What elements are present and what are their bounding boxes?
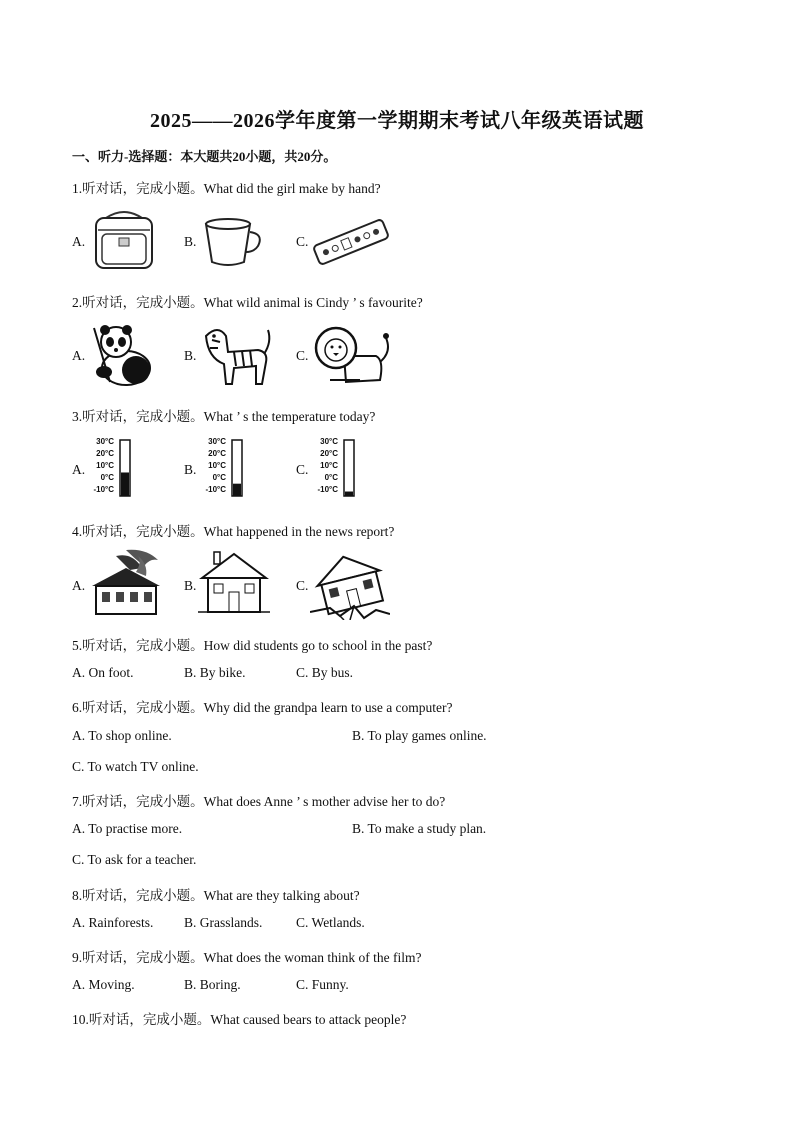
option-letter: A. xyxy=(72,348,86,363)
page-title: 2025——2026学年度第一学期期末考试八年级英语试题 xyxy=(150,110,644,132)
option-b[interactable] xyxy=(184,977,241,993)
question-10 xyxy=(72,1008,406,1028)
option-letter: C. xyxy=(296,348,309,363)
thermometer-fill xyxy=(345,492,353,496)
thermometer-icon xyxy=(86,432,148,502)
thermometer-icon xyxy=(310,432,372,502)
question-prompt: 听对话，完成小题。 xyxy=(82,181,204,196)
option-a[interactable] xyxy=(72,977,135,993)
question-1-options xyxy=(72,208,402,278)
question-prompt: 听对话，完成小题。 xyxy=(82,700,204,715)
remote-control-icon xyxy=(310,208,392,272)
option-c[interactable] xyxy=(72,759,199,775)
option-text: Funny. xyxy=(311,977,349,992)
scale-label: 0°C xyxy=(100,473,114,482)
option-text: To ask for a teacher. xyxy=(87,852,197,867)
question-number: 7. xyxy=(72,794,83,809)
option-letter: B. xyxy=(184,977,197,992)
scale-label: -10°C xyxy=(317,485,338,494)
option-letter: A. xyxy=(72,977,86,992)
scale-label: -10°C xyxy=(205,485,226,494)
option-b[interactable] xyxy=(352,821,486,837)
question-4 xyxy=(72,520,394,540)
option-c[interactable] xyxy=(72,852,196,868)
question-prompt: 听对话，完成小题。 xyxy=(82,794,204,809)
thermometer-fill xyxy=(233,484,241,496)
question-text: What ’ s the temperature today? xyxy=(203,409,376,424)
option-letter: C. xyxy=(296,915,309,930)
burning-house-icon xyxy=(86,548,164,618)
option-text: Moving. xyxy=(88,977,135,992)
question-prompt: 听对话，完成小题。 xyxy=(82,409,204,424)
scale-label: 20°C xyxy=(320,449,338,458)
scale-label: -10°C xyxy=(93,485,114,494)
thermometer-tube xyxy=(344,440,354,496)
option-letter: B. xyxy=(184,348,197,363)
option-letter: B. xyxy=(184,578,197,593)
question-2-options xyxy=(72,322,412,392)
option-letter: A. xyxy=(72,728,86,743)
option-letter: B. xyxy=(184,462,197,477)
option-letter: A. xyxy=(72,665,86,680)
earthquake-house-icon xyxy=(310,548,390,620)
option-b[interactable] xyxy=(184,665,246,681)
scale-label: 10°C xyxy=(320,461,338,470)
section-heading: 一、听力-选择题：本大题共20小题，共20分。 xyxy=(72,149,337,164)
option-letter: C. xyxy=(296,234,309,249)
option-text: To play games online. xyxy=(367,728,487,743)
question-4-options xyxy=(72,548,392,618)
option-text: To watch TV online. xyxy=(87,759,199,774)
question-number: 1. xyxy=(72,181,83,196)
option-text: Rainforests. xyxy=(88,915,154,930)
thermometer-fill xyxy=(121,472,129,496)
option-c[interactable] xyxy=(296,915,365,931)
question-6 xyxy=(72,696,453,716)
cup-icon xyxy=(198,208,268,272)
option-c[interactable] xyxy=(296,977,349,993)
option-letter: C. xyxy=(296,578,309,593)
panda-icon xyxy=(86,322,158,388)
option-text: On foot. xyxy=(88,665,134,680)
option-text: Boring. xyxy=(199,977,241,992)
scale-label: 0°C xyxy=(324,473,338,482)
question-text: How did students go to school in the past? xyxy=(203,638,433,653)
option-letter: C. xyxy=(296,977,309,992)
option-letter: A. xyxy=(72,821,86,836)
option-text: Wetlands. xyxy=(311,915,365,930)
question-number: 9. xyxy=(72,950,83,965)
option-letter: A. xyxy=(72,915,86,930)
option-a[interactable] xyxy=(72,728,172,744)
option-text: To shop online. xyxy=(88,728,172,743)
question-number: 8. xyxy=(72,888,83,903)
question-text: Why did the grandpa learn to use a computer? xyxy=(203,700,453,715)
option-letter: A. xyxy=(72,462,86,477)
option-text: By bike. xyxy=(199,665,246,680)
question-3-options xyxy=(72,432,372,502)
question-text: What did the girl make by hand? xyxy=(203,181,381,196)
tiger-icon xyxy=(198,322,274,388)
scale-label: 20°C xyxy=(208,449,226,458)
question-number: 5. xyxy=(72,638,83,653)
option-a[interactable] xyxy=(72,915,153,931)
option-letter: C. xyxy=(296,665,309,680)
option-a[interactable] xyxy=(72,821,182,837)
question-text: What caused bears to attack people? xyxy=(210,1012,407,1027)
question-text: What happened in the news report? xyxy=(203,524,395,539)
question-1 xyxy=(72,177,381,197)
house-icon xyxy=(198,548,270,618)
question-number: 3. xyxy=(72,409,83,424)
question-number: 4. xyxy=(72,524,83,539)
option-text: Grasslands. xyxy=(199,915,263,930)
scale-label: 30°C xyxy=(320,437,338,446)
question-prompt: 听对话，完成小题。 xyxy=(82,888,204,903)
option-letter: B. xyxy=(184,665,197,680)
question-prompt: 听对话，完成小题。 xyxy=(82,295,204,310)
option-letter: A. xyxy=(72,234,86,249)
question-number: 2. xyxy=(72,295,83,310)
question-number: 6. xyxy=(72,700,83,715)
question-2 xyxy=(72,291,423,311)
question-text: What are they talking about? xyxy=(203,888,360,903)
option-b[interactable] xyxy=(184,915,262,931)
option-a[interactable] xyxy=(72,665,134,681)
question-text: What wild animal is Cindy ’ s favourite? xyxy=(203,295,423,310)
scale-label: 30°C xyxy=(96,437,114,446)
option-text: To make a study plan. xyxy=(367,821,487,836)
lion-icon xyxy=(310,322,394,388)
option-c[interactable] xyxy=(296,665,353,681)
question-number: 10. xyxy=(72,1012,89,1027)
question-8 xyxy=(72,884,360,904)
question-text: What does Anne ’ s mother advise her to do? xyxy=(203,794,446,809)
option-letter: B. xyxy=(184,915,197,930)
scale-label: 10°C xyxy=(208,461,226,470)
question-prompt: 听对话，完成小题。 xyxy=(88,1012,211,1027)
option-letter: C. xyxy=(296,462,309,477)
option-letter: C. xyxy=(72,759,85,774)
backpack-icon xyxy=(86,208,162,272)
option-letter: B. xyxy=(184,234,197,249)
question-prompt: 听对话，完成小题。 xyxy=(82,950,204,965)
option-letter: B. xyxy=(352,821,365,836)
option-b[interactable] xyxy=(352,728,487,744)
thermometer-icon xyxy=(198,432,260,502)
question-3 xyxy=(72,405,375,425)
question-9 xyxy=(72,946,421,966)
question-text: What does the woman think of the film? xyxy=(203,950,422,965)
option-letter: B. xyxy=(352,728,365,743)
scale-label: 0°C xyxy=(212,473,226,482)
question-7 xyxy=(72,790,445,810)
option-text: To practise more. xyxy=(88,821,183,836)
option-letter: A. xyxy=(72,578,86,593)
question-prompt: 听对话，完成小题。 xyxy=(82,638,204,653)
option-text: By bus. xyxy=(311,665,354,680)
scale-label: 20°C xyxy=(96,449,114,458)
question-prompt: 听对话，完成小题。 xyxy=(82,524,204,539)
question-5 xyxy=(72,634,432,654)
option-letter: C. xyxy=(72,852,85,867)
scale-label: 10°C xyxy=(96,461,114,470)
scale-label: 30°C xyxy=(208,437,226,446)
